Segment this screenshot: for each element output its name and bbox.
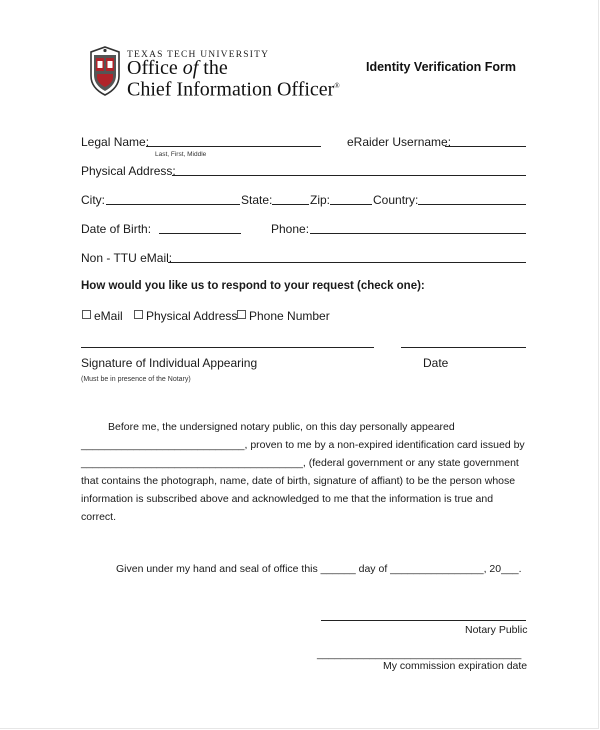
commission-line[interactable]: ___________________________________ <box>317 648 522 660</box>
notary-text-line-6: correct. <box>81 511 117 523</box>
physical-address-checkbox[interactable] <box>134 310 143 319</box>
office-title-line1: Office of the <box>127 57 228 79</box>
notary-text-line-2: ____________________________, proven to me by a non-expired identification card issued by <box>81 439 525 451</box>
legal-name-label: Legal Name: <box>81 135 150 149</box>
signature-line[interactable] <box>81 347 374 348</box>
date-line[interactable] <box>401 347 526 348</box>
country-line[interactable] <box>418 204 526 205</box>
phone-number-option-label: Phone Number <box>249 309 330 323</box>
signature-label: Signature of Individual Appearing <box>81 356 258 370</box>
response-question: How would you like us to respond to your request (check one): <box>81 280 425 292</box>
legal-name-line[interactable] <box>146 146 321 147</box>
eraider-label: eRaider Username: <box>347 135 452 149</box>
phone-number-checkbox[interactable] <box>237 310 246 319</box>
eraider-line[interactable] <box>445 146 526 147</box>
non-ttu-email-line[interactable] <box>168 262 526 263</box>
physical-address-line[interactable] <box>172 175 526 176</box>
commission-expiration-label: My commission expiration date <box>383 660 528 672</box>
city-line[interactable] <box>106 204 240 205</box>
office-title-line2: Chief Information Officer® <box>127 78 340 101</box>
dob-line[interactable] <box>159 233 241 234</box>
university-name: TEXAS TECH UNIVERSITY <box>127 50 270 60</box>
notary-text-line-1: Before me, the undersigned notary public, on this day personally appeared <box>108 421 455 433</box>
zip-label: Zip: <box>310 193 331 207</box>
country-label: Country: <box>373 193 419 207</box>
state-label: State: <box>241 193 273 207</box>
physical-address-label: Physical Address: <box>81 164 176 178</box>
non-ttu-email-label: Non - TTU eMail: <box>81 251 173 265</box>
legal-name-hint: Last, First, Middle <box>155 151 207 158</box>
notary-presence-note: (Must be in presence of the Notary) <box>81 376 191 383</box>
phone-label: Phone: <box>271 222 310 236</box>
physical-address-option-label: Physical Address <box>146 309 238 323</box>
form-title: Identity Verification Form <box>366 60 517 74</box>
ttu-seal-logo <box>88 46 122 96</box>
notary-text-line-3: ______________________________________, (federal government or any state government <box>81 457 519 469</box>
zip-line[interactable] <box>330 204 372 205</box>
notary-text-line-4: that contains the photograph, name, date of birth, signature of affiant) to be the person whose <box>81 475 516 487</box>
notary-text-line-5: information is subscribed above and acknowledged to me that the information is true and <box>81 493 494 505</box>
given-under-hand-text: Given under my hand and seal of office this ______ day of ________________, 20___. <box>116 563 522 575</box>
email-checkbox[interactable] <box>82 310 91 319</box>
email-option-label: eMail <box>94 309 123 323</box>
city-label: City: <box>81 193 105 207</box>
state-line[interactable] <box>272 204 309 205</box>
dob-label: Date of Birth: <box>81 222 152 236</box>
notary-public-label: Notary Public <box>465 624 528 636</box>
date-label: Date <box>423 356 449 370</box>
phone-line[interactable] <box>310 233 526 234</box>
notary-signature-line[interactable] <box>321 620 526 621</box>
